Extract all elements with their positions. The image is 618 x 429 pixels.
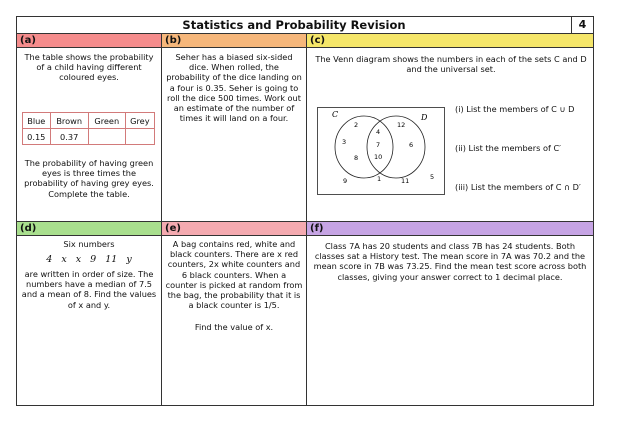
worksheet-title: Statistics and Probability Revision <box>182 18 406 32</box>
question-c-ii: (ii) List the members of C′ <box>455 143 562 153</box>
cell-b-label: (b) <box>162 34 306 48</box>
cell-f-label: (f) <box>307 222 593 236</box>
table-cell-blank[interactable] <box>88 129 125 145</box>
probability-table-header-row <box>23 113 155 129</box>
venn-diagram <box>317 107 445 195</box>
number-sequence: 4 x x 9 11 y <box>46 254 132 265</box>
set-c-circle <box>335 116 393 178</box>
cell-d-question: are written in order of size. The numbers have a median of 7.5 and a mean of 8. Find the values of x and y. <box>21 269 157 310</box>
cell-d-label: (d) <box>17 222 161 236</box>
question-c-iii: (iii) List the members of C ∩ D′ <box>455 182 581 192</box>
venn-number: 5 <box>430 173 435 181</box>
set-c-label: C <box>332 110 339 119</box>
cell-e <box>162 222 307 405</box>
cell-c <box>307 34 593 222</box>
venn-number: 4 <box>376 128 381 136</box>
cell-b-text: Seher has a biased six-sided dice. When rolled, the probability of the dice landing on a four is 0.35. Seher is going to roll the dice 500 times. Work out an estimate of the number of times it will land on a four. <box>166 52 302 124</box>
cell-a-intro: The table shows the probability of a child having different coloured eyes. <box>24 52 154 83</box>
table-header: Green <box>88 113 125 129</box>
venn-number: 10 <box>374 153 383 161</box>
table-cell-blank[interactable] <box>125 129 154 145</box>
title-row <box>17 17 593 34</box>
set-d-label: D <box>421 113 428 122</box>
venn-number: 6 <box>409 141 414 149</box>
table-cell: 0.15 <box>23 129 51 145</box>
cell-f-text: Class 7A has 20 students and class 7B has 24 students. Both classes sat a History test. The mean score in 7A was 70.2 and the mean score in 7B was 73.25. Find the mean test score across both classes, giving your answer correct to 1 decimal place. <box>313 241 587 282</box>
cell-e-text: A bag contains red, white and black counters. There are x red counters, 2x white counters and 6 black counters. When a counter is picked at random from the bag, the probability that it is a black counter is 1/5. <box>165 239 303 311</box>
cell-b <box>162 34 307 222</box>
cell-e-find: Find the value of x. <box>194 322 274 332</box>
cell-e-label: (e) <box>162 222 306 236</box>
venn-number: 3 <box>342 138 347 146</box>
venn-number: 9 <box>343 177 348 185</box>
venn-number: 8 <box>354 154 359 162</box>
page-number: 4 <box>571 17 593 33</box>
cell-c-intro: The Venn diagram shows the numbers in each of the sets C and D and the universal set. <box>315 54 587 75</box>
probability-table-value-row <box>23 129 155 145</box>
venn-number: 7 <box>376 141 381 149</box>
venn-number: 1 <box>377 175 382 183</box>
question-c-i: (i) List the members of C ∪ D <box>455 104 575 114</box>
cell-c-label: (c) <box>307 34 593 48</box>
table-cell: 0.37 <box>50 129 88 145</box>
worksheet <box>16 16 594 406</box>
probability-table <box>22 112 155 145</box>
table-header: Blue <box>23 113 51 129</box>
cell-d-intro: Six numbers <box>63 239 115 249</box>
cell-a <box>17 34 162 222</box>
table-header: Grey <box>125 113 154 129</box>
cell-f <box>307 222 593 405</box>
cell-a-label: (a) <box>17 34 161 48</box>
venn-number: 12 <box>397 121 406 129</box>
cell-a-question: The probability of having green eyes is three times the probability of having grey eyes. Complete the table. <box>24 158 154 199</box>
venn-number: 2 <box>354 121 359 129</box>
cell-d <box>17 222 162 405</box>
venn-number: 11 <box>401 177 410 185</box>
table-header: Brown <box>50 113 88 129</box>
